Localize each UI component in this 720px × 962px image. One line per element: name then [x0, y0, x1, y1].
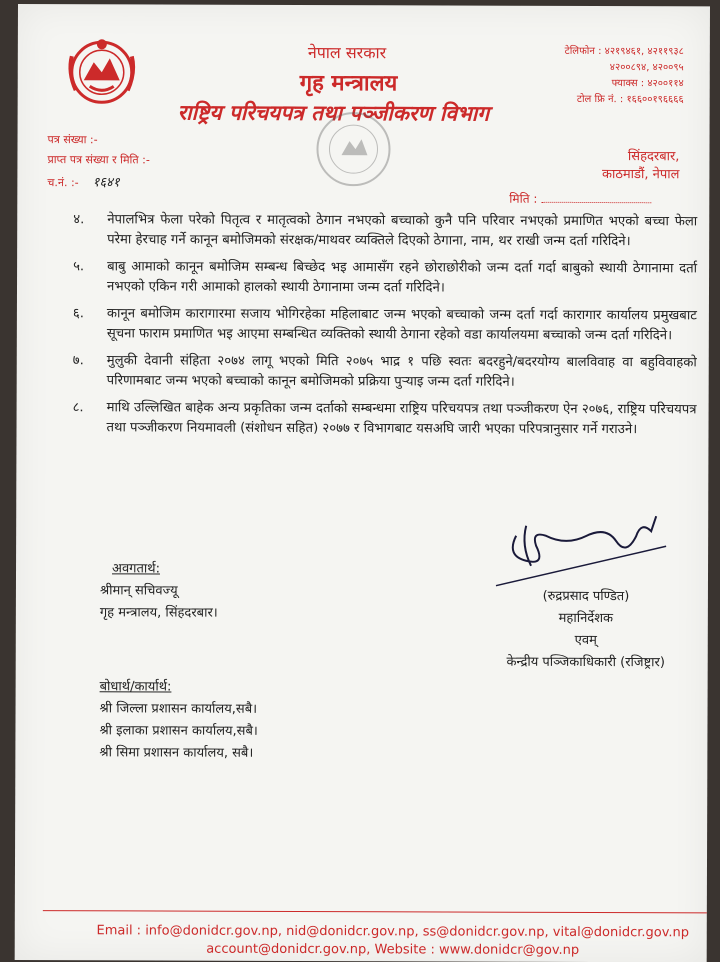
info-recipient: श्रीमान् सचिवज्यू [99, 583, 178, 599]
info-block [100, 558, 218, 624]
item-text: मुलुकी देवानी संहिता २०७४ लागू भएको मिति २०७५ भाद्र १ पछि स्वतः बदरहुने/बदरयोग्य बालविवाह वा बहुविवाहको परिणामबाट जन्म भएको बच्चाको कानून बमोजिमको प्रक्रिया पुऱ्याइ जन्म दर्ता गरिदिने। [106, 353, 697, 390]
office-stamp-icon [313, 109, 393, 189]
item-number: ४. [73, 212, 85, 228]
list-item [73, 351, 697, 393]
phone-number-2: ४२००८९४, ४२००९५ [609, 62, 684, 74]
list-item [73, 210, 697, 252]
footer-divider [43, 910, 707, 913]
signatory-conjunction: एवम् [574, 632, 597, 649]
address-line-2: काठमाडौं, नेपाल [601, 167, 680, 183]
received-ref-label: प्राप्त पत्र संख्या र मिति :- [47, 153, 150, 167]
dispatch-number-label: च.नं. :- [47, 176, 79, 190]
tollfree-number: टोल फ्रि नं. : १६६००१९६६६६ [576, 93, 684, 106]
cc-recipient: श्री सिमा प्रशासन कार्यालय, सबै। [99, 745, 254, 761]
list-item [73, 304, 697, 346]
cc-heading: बोधार्थ/कार्यार्थ: [99, 679, 172, 695]
cc-block [99, 676, 258, 765]
item-number: ५. [73, 259, 85, 275]
nepal-emblem-icon [64, 36, 140, 106]
fax-number: फ्याक्स : ४२००११४ [611, 78, 684, 90]
info-heading: अवगतार्थ: [112, 561, 161, 577]
ministry-name: गृह मन्त्रालय [299, 70, 398, 97]
item-text: बाबु आमाको कानून बमोजिम सम्बन्ध बिच्छेद भइ आमासँग रहने छोराछोरीको जन्म दर्ता गर्दा बाबुको स्थायी ठेगानामा दर्ता नभएको एकिन गरी आमाको हालको स्थायी ठेगानामा जन्म दर्ता गरिदिने। [106, 259, 698, 296]
list-item [72, 398, 696, 440]
letter-page [15, 4, 710, 962]
info-recipient-office: गृह मन्त्रालय, सिंहदरबार। [99, 605, 218, 621]
letter-body [72, 210, 697, 447]
item-number: ७. [72, 353, 84, 369]
signatory-title: महानिर्देशक [558, 610, 614, 627]
footer-emails: Email : info@donidcr.gov.np, nid@donidcr.gov.np, ss@donidcr.gov.np, vital@donidcr.gov.np [96, 923, 690, 941]
footer-contact [73, 922, 713, 960]
item-text: नेपालभित्र फेला परेको पितृत्व र मातृत्वको ठेगान नभएको बच्चाको कुनै पनि परिवार नभएको प्रमाणित भएको बच्चा फेला परेमा हेरचाह गर्ने कानून बमोजिमको संरक्षक/माथवर व्यक्तिले दिएको ठेगाना, नाम, थर राखी जन्म दर्ता गरिदिने। [107, 212, 698, 250]
department-name: राष्ट्रिय परिचयपत्र तथा पञ्जीकरण विभाग [177, 100, 490, 126]
signatory-role: केन्द्रीय पञ्जिकाधिकारी (रजिष्ट्रार) [506, 654, 665, 671]
item-number: ६. [72, 306, 85, 322]
item-text: माथि उल्लिखित बाहेक अन्य प्रकृतिका जन्म दर्ताको सम्बन्धमा राष्ट्रिय परिचयपत्र तथा पञ्जीकरण ऐन २०७६, राष्ट्रिय परिचयपत्र तथा पञ्जीकरण नियमावली (संशोधन सहित) २०७७ र विभागबाट यसअघि जारी भएका परिपत्रानुसार गर्ने गराउने। [106, 400, 697, 438]
date-field [509, 190, 651, 207]
item-text: कानून बमोजिम कारागारमा सजाय भोगिरहेका महिलाबाट जन्म भएको बच्चाको जन्म दर्ता गर्दा कारागार कार्यालय प्रमुखबाट सूचना फाराम प्रमाणित भइ आएमा सम्बन्धित व्यक्तिको स्थायी ठेगाना रहेको वडा कार्यालयमा बच्चाको जन्म दर्ता गरिदिने। [106, 306, 697, 344]
dispatch-number-value: १६४१ [92, 175, 120, 191]
contact-info [564, 44, 683, 108]
dispatch-number [47, 172, 119, 190]
signatory-block [486, 586, 686, 675]
office-address [602, 148, 680, 184]
cc-recipient: श्री जिल्ला प्रशासन कार्यालय,सबै। [99, 701, 258, 717]
government-name: नेपाल सरकार [307, 43, 387, 63]
address-line-1: सिंहदरबार, [627, 149, 680, 165]
phone-number: टेलिफोन : ४२१९४६१, ४२११९३८ [564, 45, 684, 58]
item-number: ८. [72, 400, 84, 416]
letter-number-label: पत्र संख्या :- [47, 133, 98, 147]
cc-recipient: श्री इलाका प्रशासन कार्यालय,सबै। [99, 723, 258, 739]
date-label: मिति : [509, 191, 538, 206]
footer-website: account@donidcr.gov.np, Website : www.donidcr@gov.np [206, 941, 580, 958]
signatory-name: (रुद्रप्रसाद पण्डित) [542, 588, 630, 605]
list-item [73, 257, 697, 299]
